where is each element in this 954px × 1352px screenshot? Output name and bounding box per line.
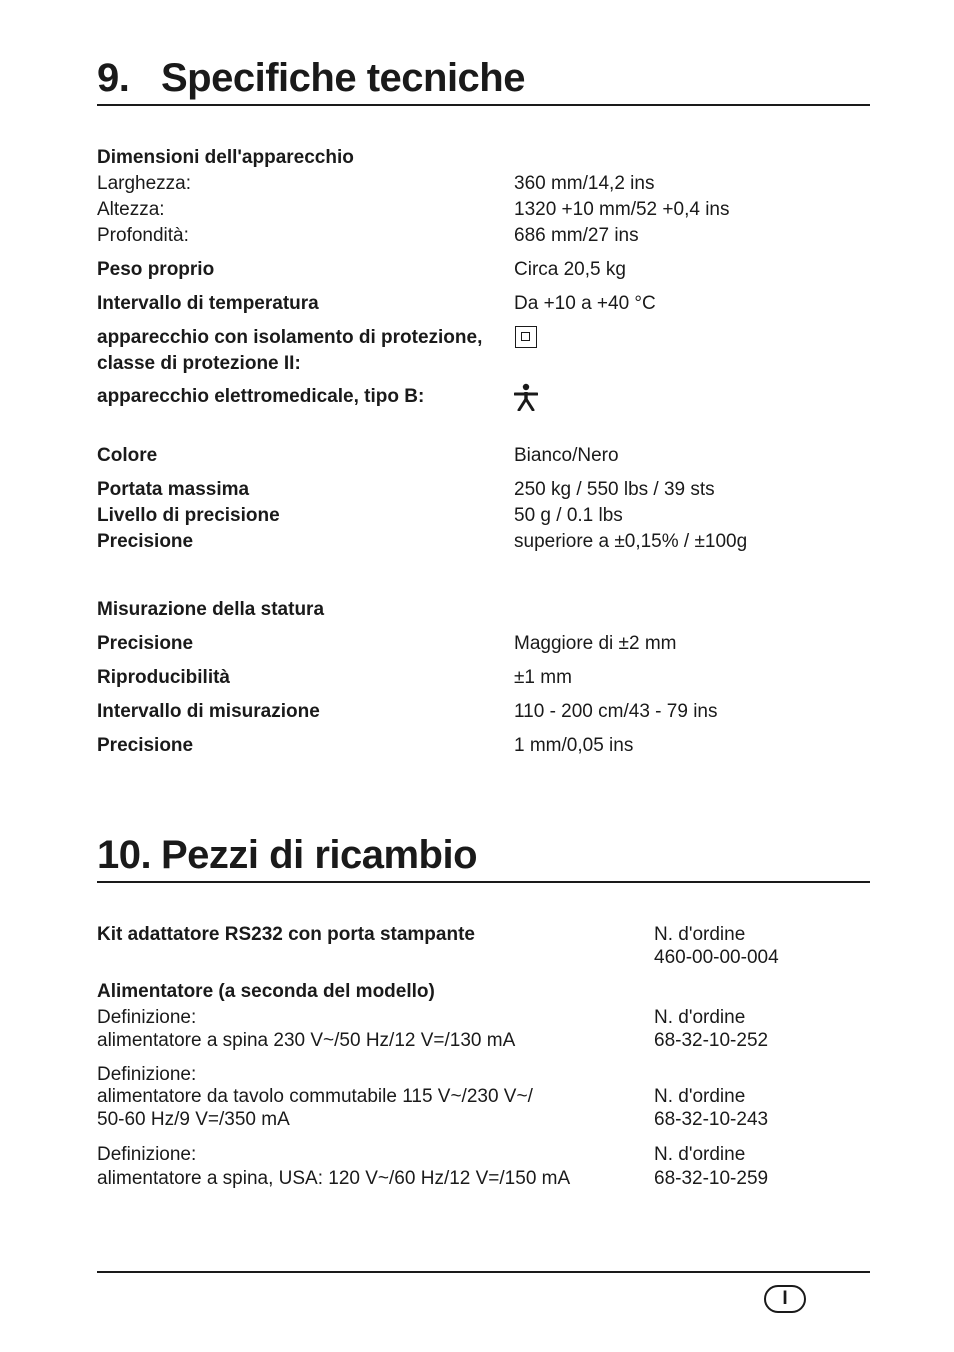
section-9-number: 9. (97, 56, 130, 100)
depth-value: 686 mm/27 ins (514, 225, 639, 246)
hm-range-label: Intervallo di misurazione (97, 701, 320, 722)
insulation-label-line1: apparecchio con isolamento di protezione, (97, 327, 483, 348)
psu-3-definition-label: Definizione: (97, 1144, 197, 1165)
weight-label: Peso proprio (97, 259, 215, 280)
height-measurement-heading: Misurazione della statura (97, 599, 325, 620)
psu-2-definition-label: Definizione: (97, 1064, 197, 1085)
psu-1-order-number: 68-32-10-252 (654, 1030, 769, 1051)
kit-order-label: N. d'ordine (654, 924, 746, 945)
hm-resolution-value: 1 mm/0,05 ins (514, 735, 634, 756)
psu-3-order-number: 68-32-10-259 (654, 1168, 769, 1189)
graduation-label: Livello di precisione (97, 505, 280, 526)
section-10-rule (97, 881, 870, 883)
accuracy-value: superiore a ±0,15% / ±100g (514, 531, 748, 552)
section-10-title (97, 835, 797, 877)
hm-range-value: 110 - 200 cm/43 - 79 ins (514, 701, 718, 722)
color-value: Bianco/Nero (514, 445, 619, 466)
psu-3-description: alimentatore a spina, USA: 120 V~/60 Hz/12 V=/150 mA (97, 1168, 571, 1189)
language-badge: I (764, 1285, 806, 1313)
height-value: 1320 +10 mm/52 +0,4 ins (514, 199, 730, 220)
psu-1-description: alimentatore a spina 230 V~/50 Hz/12 V=/130 mA (97, 1030, 516, 1051)
capacity-label: Portata massima (97, 479, 250, 500)
section-9-title (97, 58, 797, 100)
width-value: 360 mm/14,2 ins (514, 173, 655, 194)
width-label: Larghezza: (97, 173, 192, 194)
insulation-label-line2: classe di protezione II: (97, 353, 301, 374)
hm-precision-label: Precisione (97, 633, 194, 654)
psu-3-order-label: N. d'ordine (654, 1144, 746, 1165)
psu-1-definition-label: Definizione: (97, 1007, 197, 1028)
footer-rule (97, 1271, 870, 1273)
hm-precision-value: Maggiore di ±2 mm (514, 633, 677, 654)
dimensions-heading: Dimensioni dell'apparecchio (97, 147, 354, 168)
psu-2-description-line2: 50-60 Hz/9 V=/350 mA (97, 1109, 290, 1130)
height-label: Altezza: (97, 199, 165, 220)
graduation-value: 50 g / 0.1 lbs (514, 505, 623, 526)
capacity-value: 250 kg / 550 lbs / 39 sts (514, 479, 715, 500)
section-9-rule (97, 104, 870, 106)
psu-2-description-line1: alimentatore da tavolo commutabile 115 V~/230 V~/ (97, 1086, 533, 1107)
psu-heading: Alimentatore (a seconda del modello) (97, 981, 435, 1002)
type-b-person-icon (514, 383, 538, 411)
kit-label: Kit adattatore RS232 con porta stampante (97, 924, 475, 945)
temperature-label: Intervallo di temperatura (97, 293, 319, 314)
kit-order-number: 460-00-00-004 (654, 947, 779, 968)
hm-resolution-label: Precisione (97, 735, 194, 756)
psu-1-order-label: N. d'ordine (654, 1007, 746, 1028)
weight-value: Circa 20,5 kg (514, 259, 626, 280)
psu-2-order-label: N. d'ordine (654, 1086, 746, 1107)
section-10-number: 10. (97, 833, 152, 877)
psu-2-order-number: 68-32-10-243 (654, 1109, 769, 1130)
section-10-title-text: Pezzi di ricambio (161, 833, 478, 877)
class-ii-double-square-icon (515, 326, 537, 348)
depth-label: Profondità: (97, 225, 189, 246)
accuracy-label: Precisione (97, 531, 194, 552)
hm-reproducibility-label: Riproducibilità (97, 667, 230, 688)
temperature-value: Da +10 a +40 °C (514, 293, 656, 314)
color-label: Colore (97, 445, 158, 466)
section-9-title-text: Specifiche tecniche (161, 56, 525, 100)
medical-type-b-label: apparecchio elettromedicale, tipo B: (97, 386, 425, 407)
hm-reproducibility-value: ±1 mm (514, 667, 572, 688)
